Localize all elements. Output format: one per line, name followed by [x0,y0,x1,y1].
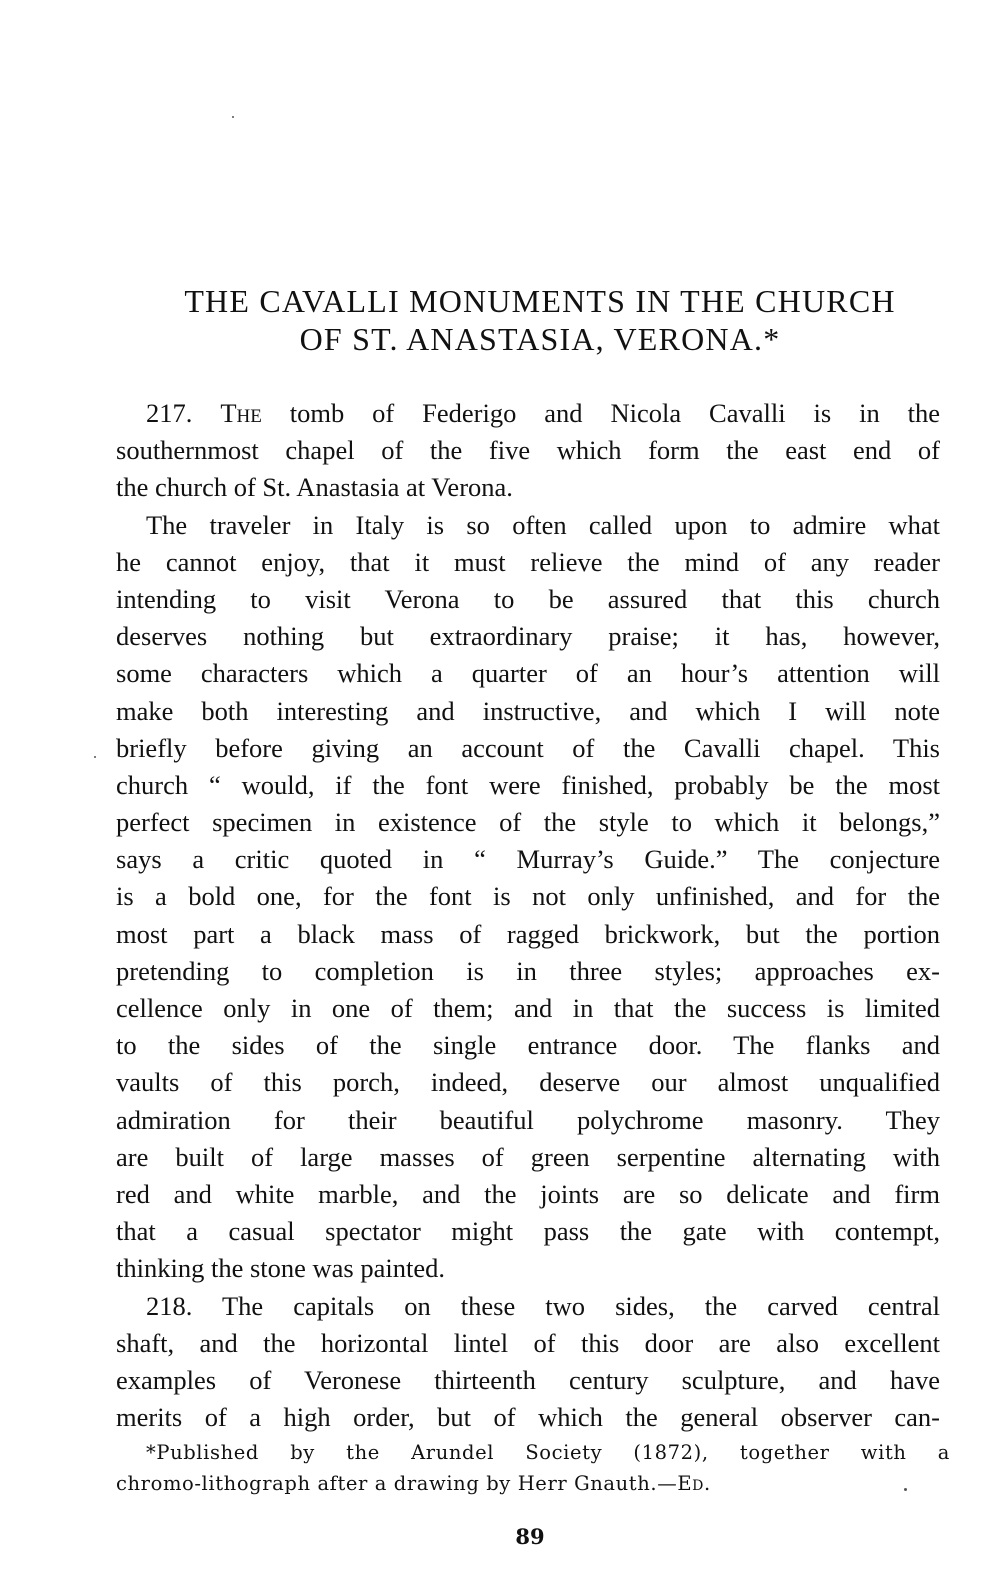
text-line: The traveler in Italy is so often called upon to admire what [146,509,940,540]
text-line: perfect specimen in existence of the style to which it belongs,” [116,807,940,838]
text-line: are built of large masses of green serpentine alternating with [116,1141,940,1172]
paragraph-number: 217. [146,398,193,428]
text-line: shaft, and the horizontal lintel of this door are also excellent [116,1327,940,1358]
text-line: intending to visit Verona to be assured that this church [116,583,940,614]
chapter-title [80,282,1000,358]
text-line: to the sides of the single entrance door. The flanks and [116,1030,940,1061]
text-line: admiration for their beautiful polychrome masonry. They [116,1104,940,1135]
chapter-title-line-1: THE CAVALLI MONUMENTS IN THE CHURCH [184,283,896,319]
text-line: pretending to completion is in three styles; approaches ex- [116,955,940,986]
text-line: says a critic quoted in “ Murray’s Guide.” The conjecture [116,844,940,875]
print-speck [232,116,234,118]
text-line: he cannot enjoy, that it must relieve the mind of any reader [116,546,940,577]
body-text [116,395,940,1436]
chapter-title-line-2: OF ST. ANASTASIA, VERONA.* [299,321,781,357]
text-line: 218. The capitals on these two sides, the carved central [146,1290,940,1321]
footnote [116,1437,950,1499]
text-line: merits of a high order, but of which the general observer can- [116,1402,940,1433]
text-line: is a bold one, for the font is not only unfinished, and for the [116,881,940,912]
text-line: examples of Veronese thirteenth century sculpture, and have [116,1364,940,1395]
footnote-line-2 [116,1468,876,1499]
text-line: some characters which a quarter of an hour’s attention will [116,658,940,689]
text-line: church “ would, if the font were finished, probably be the most [116,769,940,800]
text-line: southernmost chapel of the five which form the east end of [116,435,940,466]
print-speck [94,756,96,758]
text-line-content: tomb of Federigo and Nicola Cavalli is in the [289,398,941,428]
page-number: 89 [515,1524,545,1549]
text-line: make both interesting and instructive, and which I will note [116,695,940,726]
editor-mark: Ed. [677,1472,711,1495]
text-line: vaults of this porch, indeed, deserve our almost unqualified [116,1067,940,1098]
text-line: thinking the stone was painted. [116,1253,445,1284]
text-line: most part a black mass of ragged brickwork, but the portion [116,918,940,949]
text-line: that a casual spectator might pass the gate with contempt, [116,1216,940,1247]
footnote-line-2-text: chromo-lithograph after a drawing by Herr Gnauth.— [116,1472,678,1495]
text-line: red and white marble, and the joints are so delicate and firm [116,1178,940,1209]
lead-word: The [220,398,262,428]
text-line: briefly before giving an account of the Cavalli chapel. This [116,732,940,763]
text-line: cellence only in one of them; and in that the success is limited [116,993,940,1023]
footnote-line-1: *Published by the Arundel Society (1872), together with a [146,1441,950,1464]
text-line [116,395,940,432]
text-line: deserves nothing but extraordinary praise; it has, however, [116,621,940,652]
text-line: the church of St. Anastasia at Verona. [116,472,513,503]
